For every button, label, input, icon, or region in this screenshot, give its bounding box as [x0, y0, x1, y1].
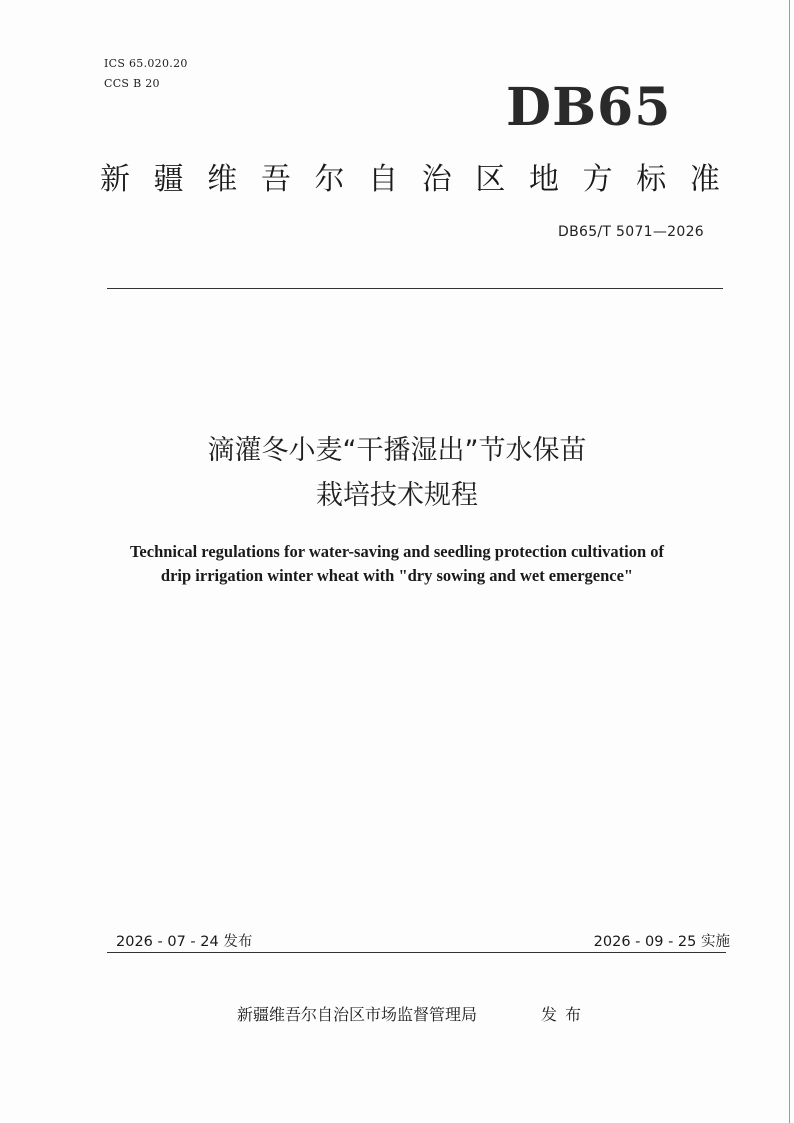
english-title-line-1: Technical regulations for water-saving and seedling protection cultivation of — [129, 542, 665, 561]
standard-type-char: 方 — [582, 162, 613, 197]
standard-type-char: 吾 — [260, 162, 291, 197]
standard-type-char: 新 — [100, 162, 130, 197]
standard-type-char: 准 — [689, 162, 720, 197]
scan-edge-line — [789, 0, 790, 1123]
publish-label: 发布 — [541, 1005, 590, 1024]
db65-logo: DB65 — [506, 77, 672, 138]
implementation-date: 2026 - 09 - 25 实施 — [593, 934, 730, 950]
header-divider — [107, 288, 723, 289]
standard-type-char: 标 — [636, 162, 667, 197]
chinese-title-line-2: 栽培技术规程 — [316, 480, 478, 511]
footer-divider — [107, 952, 726, 953]
standard-type-char: 治 — [421, 162, 452, 197]
standard-type-char: 疆 — [153, 162, 184, 197]
chinese-title-line-1: 滴灌冬小麦“干播湿出”节水保苗 — [207, 435, 587, 466]
standard-type-char: 地 — [529, 162, 559, 197]
publisher-name: 新疆维吾尔自治区市场监督管理局 — [237, 1005, 478, 1024]
standard-number: DB65/T 5071—2026 — [558, 224, 704, 240]
standard-type-title — [100, 160, 720, 200]
ics-code: ICS 65.020.20 — [104, 57, 188, 70]
standard-type-char: 维 — [207, 162, 238, 197]
issue-date: 2026 - 07 - 24 发布 — [116, 934, 253, 950]
standard-type-char: 区 — [475, 162, 506, 197]
standard-type-char: 尔 — [314, 162, 345, 197]
english-title-line-2: drip irrigation winter wheat with "dry sowing and wet emergence" — [160, 566, 634, 585]
ccs-code: CCS B 20 — [104, 77, 160, 90]
standard-type-char: 自 — [368, 162, 399, 197]
